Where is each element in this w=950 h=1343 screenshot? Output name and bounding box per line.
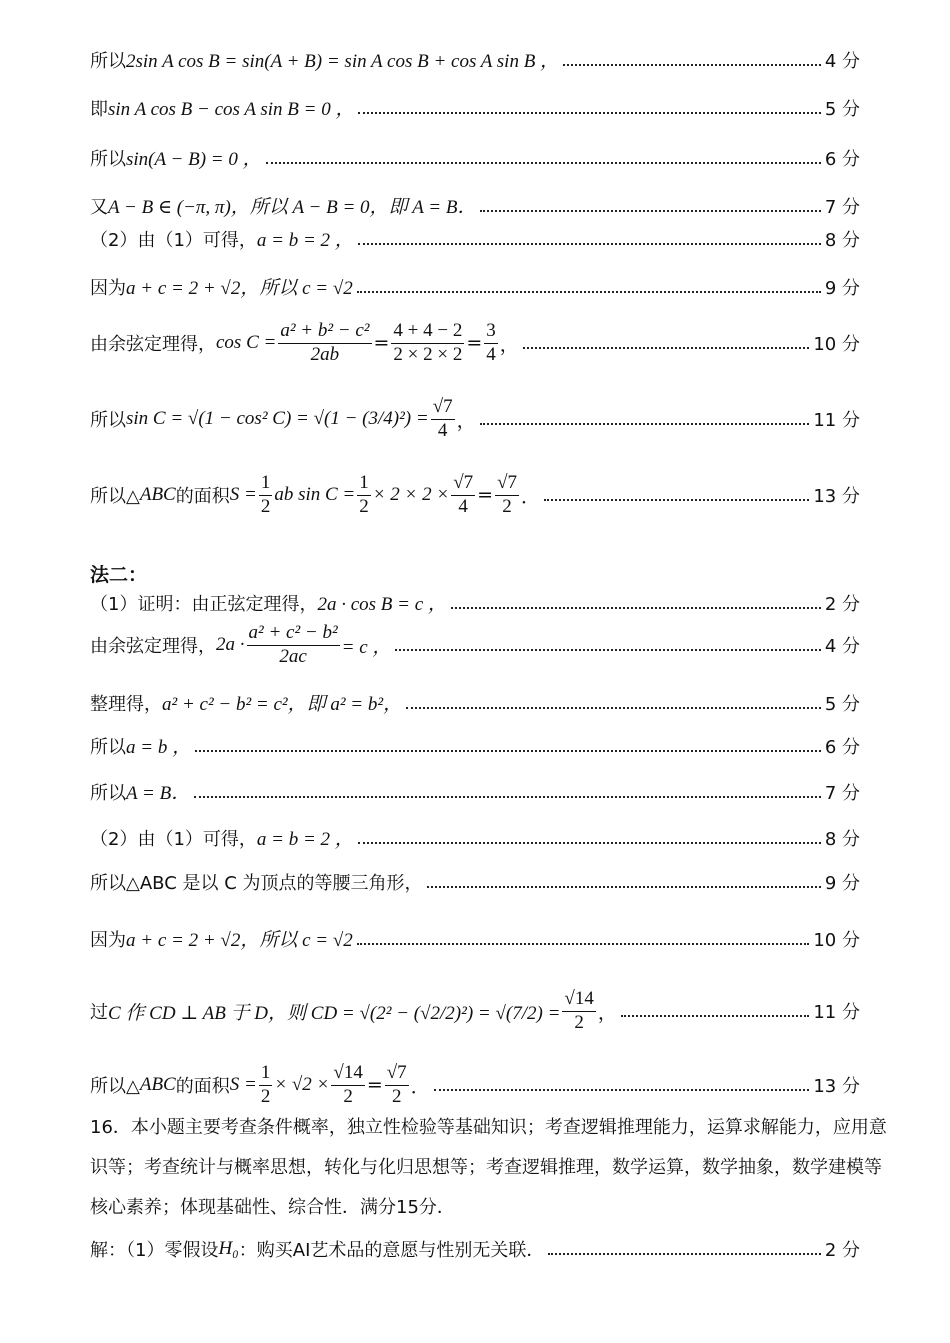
numerator: √14 (331, 1062, 364, 1086)
m2-line-3 (90, 689, 860, 716)
denominator: 2ab (310, 343, 340, 365)
numerator: √7 (495, 472, 519, 496)
m2-line-5 (90, 778, 860, 805)
score: 4 分 (824, 50, 860, 72)
hypothesis-symbol: H₀ (218, 1238, 239, 1259)
lead: 所以△ (90, 486, 140, 508)
formula: cos C = (216, 332, 277, 354)
denominator: 2 (359, 495, 369, 517)
lead: 所以 (90, 782, 126, 804)
score: 5 分 (824, 693, 860, 715)
dot-leader (548, 1253, 820, 1255)
text: 的面积 (175, 1076, 230, 1098)
lead: 所以△ (90, 1076, 140, 1098)
score: 13 分 (813, 486, 860, 508)
lead: 所以 (90, 736, 126, 758)
lead: （2）由（1）可得， (90, 229, 257, 251)
dot-leader (563, 64, 821, 66)
dot-leader (451, 607, 821, 609)
lead: （2）由（1）可得， (90, 828, 257, 850)
fraction (247, 622, 340, 669)
numerator: √7 (451, 472, 475, 496)
dot-leader (480, 210, 820, 212)
formula: a = b = 2 ， (256, 230, 354, 251)
formula: a + c = 2 + √2，所以 c = √2 (126, 930, 353, 951)
punct: ． (521, 485, 541, 508)
score: 8 分 (824, 229, 860, 251)
punct: ． (410, 1075, 430, 1098)
m2-line-2 (90, 622, 860, 669)
formula: ab sin C = (274, 484, 356, 506)
score: 9 分 (824, 277, 860, 299)
fraction (278, 320, 371, 367)
lead: 即 (90, 98, 108, 120)
text: ：购买AI艺术品的意愿与性别无关联． (238, 1240, 545, 1261)
numerator: 3 (484, 320, 498, 344)
score: 6 分 (824, 736, 860, 758)
score: 2 分 (824, 1240, 860, 1261)
formula: sin A cos B − cos A sin B = 0 ， (108, 99, 355, 120)
dot-leader (266, 162, 821, 164)
numerator: 1 (259, 472, 273, 496)
lead: 所以 (90, 148, 126, 170)
fraction (385, 1062, 409, 1109)
equals: = (366, 1074, 383, 1097)
equals: = (477, 484, 494, 507)
formula: × √2 × (274, 1074, 330, 1096)
dot-leader (427, 886, 821, 888)
formula: a² + c² − b² = c²，即 a² = b²， (162, 694, 403, 715)
m2-line-6 (90, 824, 860, 851)
text: 的面积 (175, 486, 230, 508)
m1-line-3 (90, 144, 860, 171)
lead: 又 (90, 196, 108, 218)
formula: S = (229, 484, 257, 506)
formula: × 2 × 2 × (372, 484, 450, 506)
m1-line-4 (90, 192, 860, 219)
lead: 所以 (90, 50, 126, 72)
lead: 由余弦定理得， (90, 636, 216, 658)
dot-leader (358, 112, 820, 114)
numerator: 1 (259, 1062, 273, 1086)
denominator: 2 (260, 1085, 271, 1107)
fraction (451, 472, 475, 519)
score: 9 分 (824, 873, 860, 894)
q16-intro-paragraph: 16．本小题主要考查条件概率，独立性检验等基础知识；考查逻辑推理能力，运算求解能力，应用意识等；考查统计与概率思想，转化与化归思想等；考查逻辑推理，数学运算，数学抽象，数学建模等核心素养；体现基础性、综合性．满分15分． (90, 1117, 887, 1218)
score: 7 分 (824, 196, 860, 218)
denominator: 2 (502, 495, 512, 517)
score: 11 分 (813, 1002, 860, 1024)
punct: ， (499, 333, 519, 356)
formula: A − B ∈ (−π, π)，所以 A − B = 0，即 A = B． (108, 197, 477, 218)
dot-leader (480, 423, 810, 425)
fraction (495, 472, 519, 519)
formula: 2sin A cos B = sin(A + B) = sin A cos B + cos A sin B ， (126, 51, 560, 72)
denominator: 2 (343, 1085, 353, 1107)
formula: A = B． (126, 783, 191, 804)
m2-line-7 (90, 869, 860, 895)
fraction (484, 320, 498, 367)
denominator: 4 (437, 419, 448, 441)
text: ABC 是以 C 为顶点的等腰三角形， (139, 873, 423, 894)
denominator: 4 (458, 495, 468, 517)
m2-line-8 (90, 925, 860, 952)
numerator: 4 + 4 − 2 (391, 320, 464, 344)
score: 7 分 (824, 782, 860, 804)
score: 8 分 (824, 828, 860, 850)
formula: C 作 CD ⊥ AB 于 D，则 CD = √(2² − (√2/2)²) = √(7/2) = (108, 1002, 561, 1024)
formula: a + c = 2 + √2，所以 c = √2 (126, 278, 353, 299)
score: 4 分 (824, 636, 860, 658)
m2-line-9 (90, 988, 860, 1035)
lead: 因为 (90, 929, 126, 951)
lead: 整理得， (90, 693, 162, 715)
numerator: √7 (431, 396, 455, 420)
score: 6 分 (824, 148, 860, 170)
lead: 过 (90, 1002, 108, 1024)
triangle-name: ABC (139, 1074, 176, 1096)
m1-line-2 (90, 94, 860, 121)
formula: 2a · cos B = c ， (317, 594, 447, 615)
denominator: 2 × 2 × 2 (393, 343, 463, 365)
fraction (259, 472, 273, 519)
triangle-name: ABC (139, 484, 176, 506)
formula: sin(A − B) = 0 ， (126, 149, 262, 170)
fraction (259, 1062, 273, 1109)
lead: 由余弦定理得， (90, 334, 216, 356)
punct: ， (456, 409, 476, 432)
dot-leader (194, 796, 821, 798)
method2-heading: 法二： (90, 564, 148, 586)
m1-line-1 (90, 46, 860, 73)
denominator: 2 (391, 1085, 402, 1107)
lead: （1）证明：由正弦定理得， (90, 593, 318, 615)
m2-line-10 (90, 1062, 860, 1109)
denominator: 2 (260, 495, 271, 517)
denominator: 2 (574, 1011, 584, 1033)
m1-line-5 (90, 225, 860, 252)
m1-line-6 (90, 273, 860, 300)
fraction (331, 1062, 364, 1109)
dot-leader (434, 1089, 810, 1091)
numerator: a² + c² − b² (247, 622, 340, 646)
m1-line-8 (90, 396, 860, 443)
fraction (562, 988, 595, 1035)
formula: a = b = 2 ， (256, 829, 354, 850)
formula: sin C = √(1 − cos² C) = √(1 − (3/4)²) = (126, 408, 429, 430)
dot-leader (523, 347, 810, 349)
formula: 2a · (216, 634, 245, 656)
m2-line-1 (90, 589, 860, 616)
dot-leader (195, 750, 821, 752)
fraction (391, 320, 464, 367)
dot-leader (358, 243, 821, 245)
score: 2 分 (824, 593, 860, 615)
score: 10 分 (813, 929, 860, 951)
dot-leader (544, 499, 809, 501)
m1-line-9 (90, 472, 860, 519)
lead: 因为 (90, 277, 126, 299)
score: 13 分 (813, 1076, 860, 1098)
denominator: 4 (486, 343, 496, 365)
dot-leader (406, 707, 821, 709)
dot-leader (357, 943, 810, 945)
formula: S = (229, 1074, 257, 1096)
m2-line-4 (90, 732, 860, 759)
dot-leader (358, 842, 821, 844)
lead: 解：（1）零假设 (90, 1240, 219, 1261)
dot-leader (357, 291, 821, 293)
fraction (431, 396, 455, 443)
numerator: a² + b² − c² (278, 320, 371, 344)
numerator: √7 (385, 1062, 409, 1086)
formula: = c ， (341, 636, 392, 658)
punct: ， (597, 1001, 617, 1024)
score: 11 分 (813, 410, 860, 432)
formula: a = b ， (126, 737, 192, 758)
fraction (357, 472, 371, 519)
lead: 所以△ (90, 873, 140, 894)
q16-solution-line (90, 1236, 860, 1262)
numerator: 1 (357, 472, 371, 496)
numerator: √14 (562, 988, 595, 1012)
lead: 所以 (90, 410, 126, 432)
score: 5 分 (824, 98, 860, 120)
dot-leader (621, 1015, 810, 1017)
dot-leader (395, 649, 820, 651)
score: 10 分 (813, 334, 860, 356)
m1-line-7: 由余弦定理得， cos C = $\frac{\text{a² + b² − c²}}{2ab}$ = $\frac{4 + 4 - 2}{2 \times 2 \times 2}$ = $\frac{3}{4}$ ， 10 分 (90, 320, 860, 365)
denominator: 2ac (279, 645, 307, 667)
